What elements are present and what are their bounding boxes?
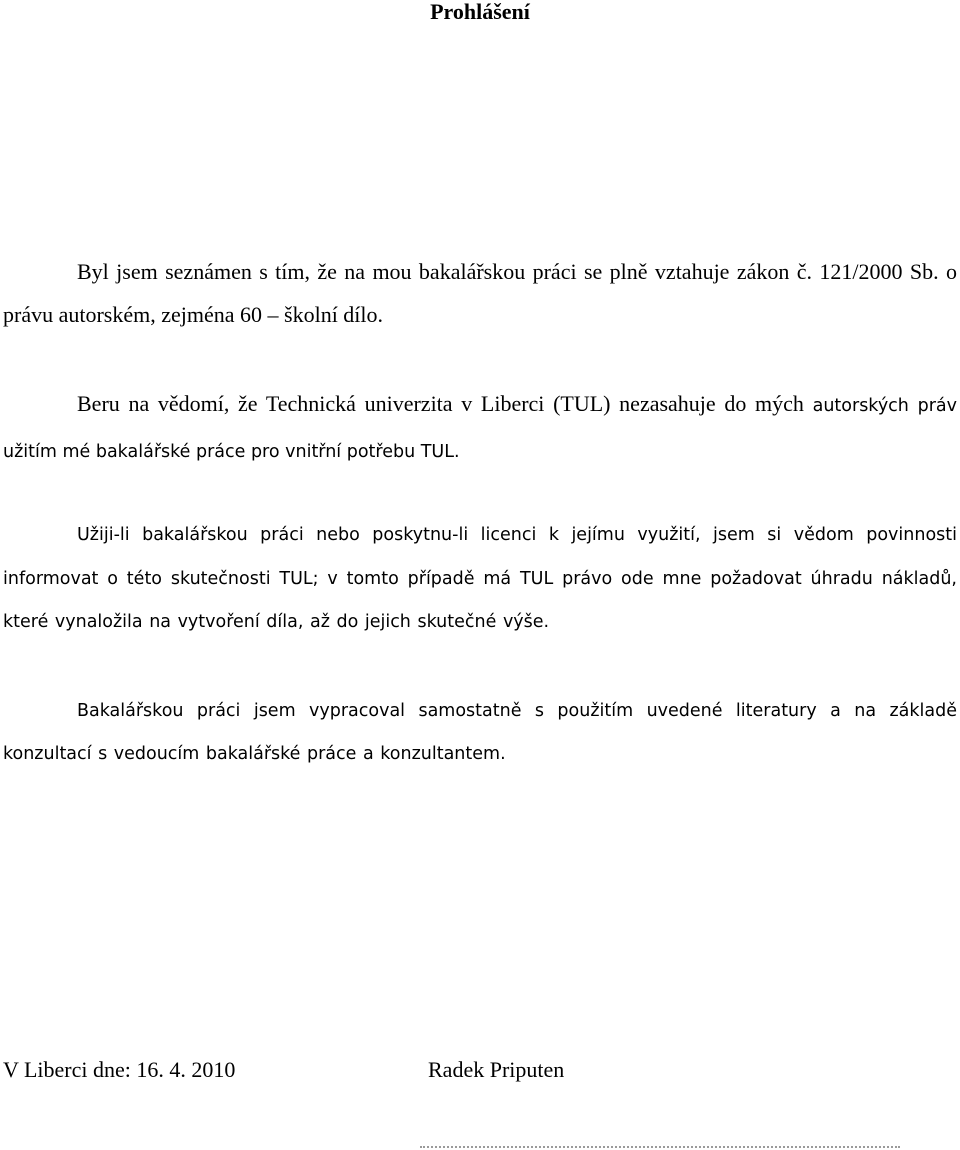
author-name: Radek Priputen bbox=[428, 1057, 565, 1082]
paragraph-tul-usage-part2: autorských práv užitím mé bakalářské práce pro vnitřní potřebu TUL. bbox=[3, 396, 958, 462]
signature-line bbox=[420, 1146, 900, 1148]
paragraph-tul-usage bbox=[3, 382, 957, 474]
paragraph-license-obligation: Užiji-li bakalářskou práci nebo poskytnu-li licenci k jejímu využití, jsem si vědom povinnosti informovat o této skutečnosti TUL; v tomto případě má TUL právo ode mne požadovat úhradu nákladů, které vynaložila na vytvoření díla, až do jejich skutečné výše. bbox=[3, 525, 957, 632]
paragraph-tul-usage-part1: Beru na vědomí, že Technická univerzita v Liberci (TUL) nezasahuje do mých bbox=[77, 391, 804, 416]
place-and-date: V Liberci dne: 16. 4. 2010 bbox=[3, 1057, 236, 1082]
page-title: Prohlášení bbox=[430, 0, 530, 24]
paragraph-copyright-law: Byl jsem seznámen s tím, že na mou bakalářskou práci se plně vztahuje zákon č. 121/2000 Sb. o právu autorském, zejména 60 – školní dílo. bbox=[3, 259, 957, 327]
paragraph-independent-work: Bakalářskou práci jsem vypracoval samostatně s použitím uvedené literatury a na základě konzultací s vedoucím bakalářské práce a konzultantem. bbox=[3, 701, 957, 764]
